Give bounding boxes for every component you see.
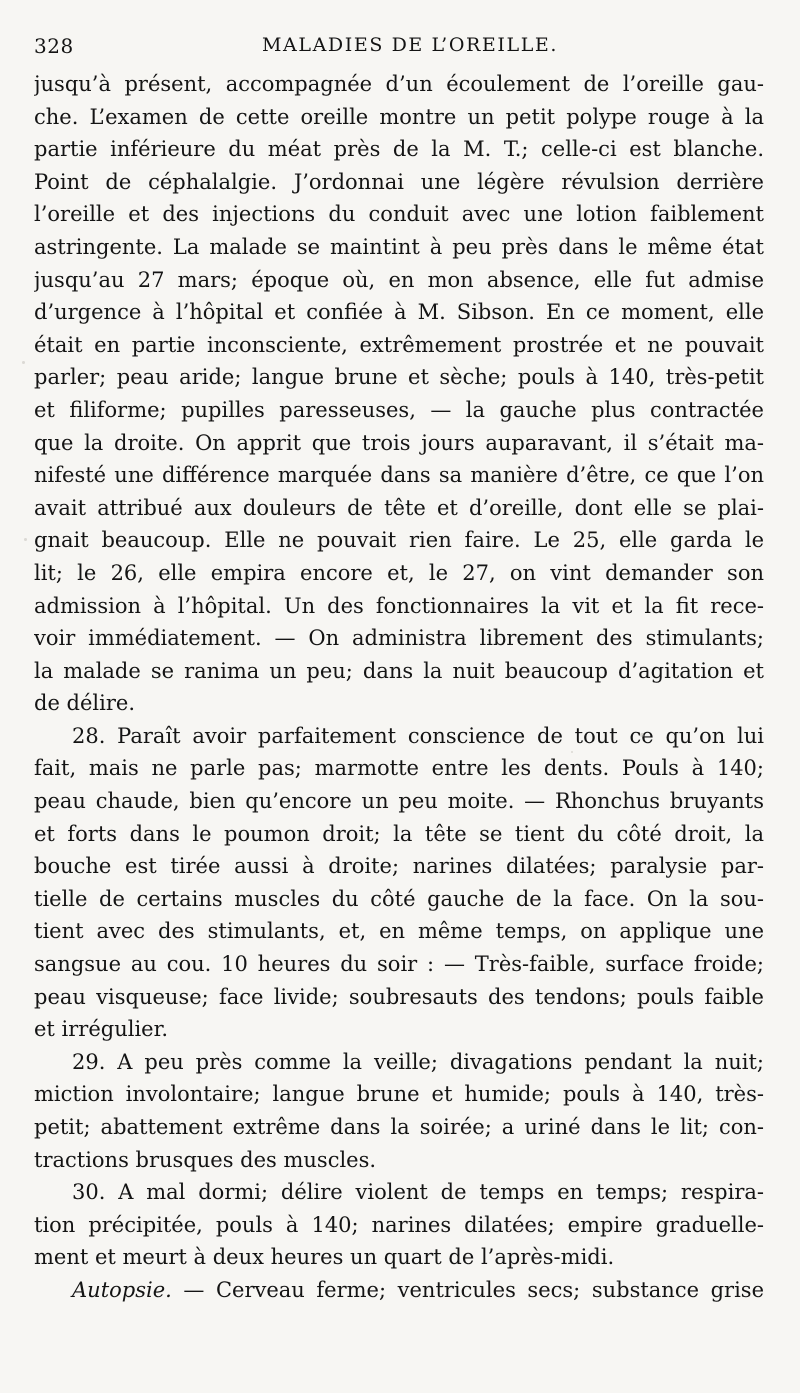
text-line: gnait beaucoup. Elle ne pouvait rien faire. Le 25, elle garda le (34, 528, 764, 553)
text-line: 28. Paraît avoir parfaitement conscience de tout ce qu’on lui (72, 723, 764, 748)
text-line: miction involontaire; langue brune et humide; pouls à 140, très- (34, 1082, 764, 1107)
text-line: jusqu’au 27 mars; époque où, en mon absence, elle fut admise (34, 267, 764, 292)
text-line: fait, mais ne parle pas; marmotte entre les dents. Pouls à 140; (34, 756, 764, 781)
body-text (34, 68, 764, 1307)
text-line: parler; peau aride; langue brune et sèche; pouls à 140, très-petit (34, 365, 764, 390)
paper-speck (22, 361, 25, 364)
text-line: petit; abattement extrême dans la soirée; a uriné dans le lit; con- (34, 1115, 764, 1139)
text-line: et filiforme; pupilles paresseuses, — la gauche plus contractée (34, 397, 764, 422)
text-line: tient avec des stimulants, et, en même temps, on applique une (34, 919, 764, 944)
text-line: che. L’examen de cette oreille montre un petit polype rouge à la (34, 104, 764, 129)
autopsie-label: Autopsie. (72, 1277, 172, 1302)
paper-speck (24, 538, 27, 541)
text-line: la malade se ranima un peu; dans la nuit beaucoup d’agitation et (34, 658, 764, 683)
page-number: 328 (34, 34, 74, 58)
text-line: peau chaude, bien qu’encore un peu moite. — Rhonchus bruyants (34, 789, 764, 814)
text-line: partie inférieure du méat près de la M. T.; celle-ci est blanche. (34, 137, 764, 162)
page-header (34, 28, 766, 62)
text-line: nifesté une différence marquée dans sa manière d’être, ce que l’on (34, 463, 764, 488)
text-line: bouche est tirée aussi à droite; narines dilatées; paralysie par- (34, 854, 764, 879)
text-line: lit; le 26, elle empira encore et, le 27, on vint demander son (34, 560, 764, 585)
text-line: de délire. (34, 691, 135, 716)
text-line: que la droite. On apprit que trois jours auparavant, il s’était ma- (34, 430, 764, 455)
text-line: tractions brusques des muscles. (34, 1147, 377, 1172)
text-line: admission à l’hôpital. Un des fonctionnaires la vit et la fit rece- (34, 593, 764, 618)
text-line: ment et meurt à deux heures un quart de l’après-midi. (34, 1245, 615, 1270)
text-line: l’oreille et des injections du conduit avec une lotion faiblement (34, 202, 764, 227)
paper-speck (640, 733, 644, 737)
autopsie-line (34, 1274, 764, 1307)
text-line: et forts dans le poumon droit; la tête se tient du côté droit, la (34, 821, 764, 846)
text-line: d’urgence à l’hôpital et confiée à M. Sibson. En ce moment, elle (34, 300, 764, 325)
text-line: jusqu’à présent, accompagnée d’un écoulement de l’oreille gau- (34, 72, 764, 96)
text-line: sangsue au cou. 10 heures du soir : — Très-faible, surface froide; (34, 952, 764, 977)
text-line: voir immédiatement. — On administra librement des stimulants; (34, 626, 764, 651)
text-line: peau visqueuse; face livide; soubresauts des tendons; pouls faible (34, 984, 764, 1009)
text-line: astringente. La malade se maintint à peu près dans le même état (34, 234, 764, 259)
text-line: Point de céphalalgie. J’ordonnai une légère révulsion derrière (34, 169, 764, 194)
text-line: était en partie inconsciente, extrêmement prostrée et ne pouvait (34, 332, 764, 357)
paper-speck (571, 751, 573, 753)
text-line: tion précipitée, pouls à 140; narines dilatées; empire graduelle- (34, 1212, 764, 1237)
text-line: tielle de certains muscles du côté gauche de la face. On la sou- (34, 886, 764, 911)
autopsie-text: — Cerveau ferme; ventricules secs; substance grise (171, 1277, 764, 1302)
text-line: 29. A peu près comme la veille; divagations pendant la nuit; (72, 1049, 764, 1074)
text-line: 30. A mal dormi; délire violent de temps en temps; respira- (72, 1180, 764, 1205)
text-line: avait attribué aux douleurs de tête et d’oreille, dont elle se plai- (34, 495, 764, 520)
text-line: et irrégulier. (34, 1017, 168, 1042)
running-title: MALADIES DE L’OREILLE. (262, 34, 559, 56)
